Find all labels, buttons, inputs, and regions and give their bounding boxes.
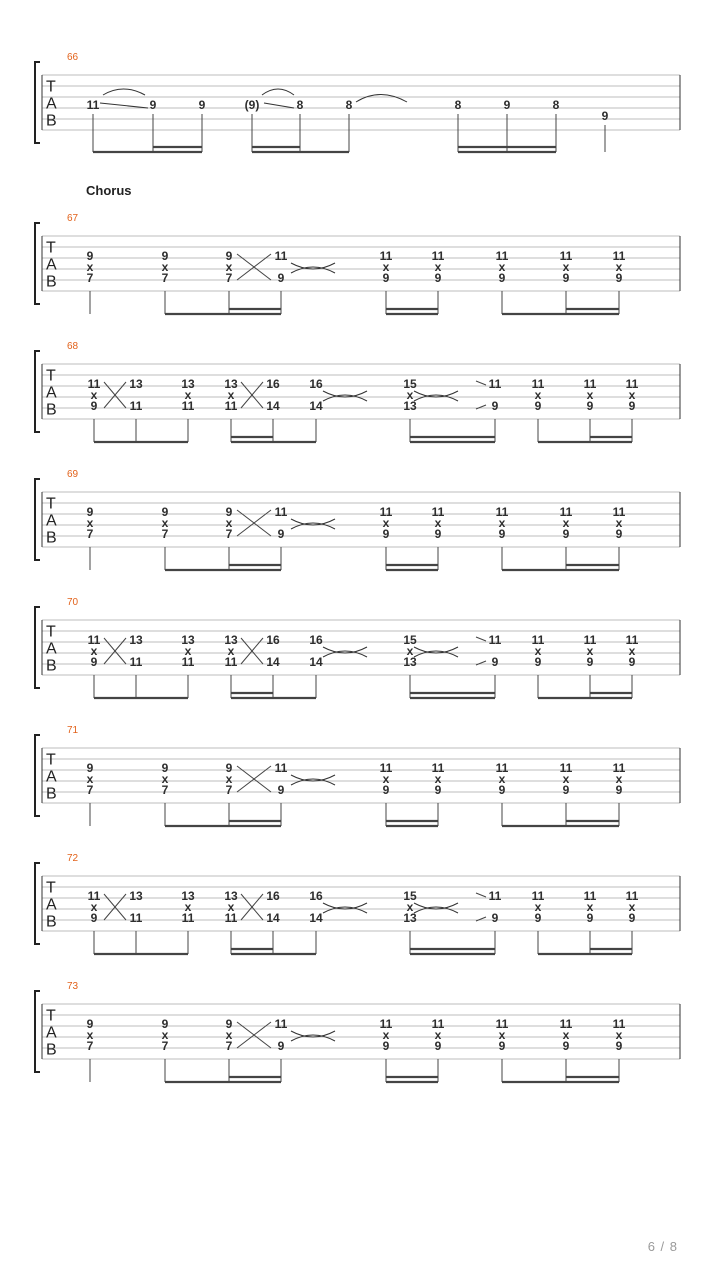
fret-number: 9 xyxy=(434,783,442,797)
tie-arc xyxy=(414,907,458,913)
fret-number: 11 xyxy=(612,249,626,263)
dead-note: x xyxy=(562,1028,570,1042)
fret-number: 13 xyxy=(224,633,238,647)
fret-number: 11 xyxy=(488,633,502,647)
dead-note: x xyxy=(615,516,623,530)
slide-line xyxy=(476,381,486,385)
tab-clef-letter: B xyxy=(46,657,57,675)
system-bracket xyxy=(35,863,40,944)
tie-arc xyxy=(414,395,458,401)
dead-note: x xyxy=(562,516,570,530)
tab-clef-letter: B xyxy=(46,529,57,547)
dead-note: x xyxy=(615,260,623,274)
fret-number: 11 xyxy=(495,249,509,263)
dead-note: x xyxy=(628,900,636,914)
fret-number: 11 xyxy=(431,1017,445,1031)
dead-note: x xyxy=(184,644,192,658)
fret-number: 11 xyxy=(224,655,238,669)
slide-line xyxy=(100,103,148,108)
fret-number: 11 xyxy=(531,889,545,903)
measure-number: 71 xyxy=(67,725,79,736)
fret-number: 9 xyxy=(161,761,169,775)
tie-arc xyxy=(323,391,367,397)
slide-line xyxy=(476,893,486,897)
fret-number: 9 xyxy=(225,505,233,519)
system-bracket xyxy=(35,991,40,1072)
fret-number: 11 xyxy=(86,98,100,112)
fret-number: 11 xyxy=(129,655,143,669)
dead-note: x xyxy=(534,388,542,402)
fret-number: 9 xyxy=(586,655,594,669)
tab-clef-letter: A xyxy=(46,896,57,914)
tab-clef-letter: B xyxy=(46,401,57,419)
dead-note: x xyxy=(562,772,570,786)
dead-note: x xyxy=(382,1028,390,1042)
fret-number: 8 xyxy=(454,98,462,112)
fret-number: 11 xyxy=(379,761,393,775)
fret-number: 16 xyxy=(266,377,280,391)
fret-number: 7 xyxy=(225,271,233,285)
fret-number: 8 xyxy=(552,98,560,112)
dead-note: x xyxy=(406,644,414,658)
fret-number: 9 xyxy=(225,249,233,263)
dead-note: x xyxy=(434,1028,442,1042)
tab-clef-letter: A xyxy=(46,384,57,402)
dead-note: x xyxy=(382,772,390,786)
fret-number: 9 xyxy=(382,271,390,285)
fret-number: 7 xyxy=(86,527,94,541)
dead-note: x xyxy=(498,772,506,786)
tie-arc xyxy=(323,647,367,653)
fret-number: 9 xyxy=(90,655,98,669)
fret-number: 11 xyxy=(583,377,597,391)
fret-number: 9 xyxy=(225,761,233,775)
fret-number: 7 xyxy=(225,527,233,541)
fret-number: 9 xyxy=(562,1039,570,1053)
fret-number: 9 xyxy=(434,1039,442,1053)
tie-arc xyxy=(323,903,367,909)
fret-number: 9 xyxy=(601,109,609,123)
fret-number: 11 xyxy=(612,761,626,775)
dead-note: x xyxy=(498,1028,506,1042)
fret-number: 11 xyxy=(274,249,288,263)
fret-number: 11 xyxy=(625,377,639,391)
tie-arc xyxy=(291,1035,335,1041)
tab-clef-letter: T xyxy=(46,879,56,897)
system-bracket xyxy=(35,735,40,816)
tie-arc xyxy=(291,779,335,785)
fret-number: 9 xyxy=(382,527,390,541)
fret-number: 16 xyxy=(309,377,323,391)
fret-number: 7 xyxy=(225,783,233,797)
fret-number: 13 xyxy=(129,633,143,647)
dead-note: x xyxy=(161,260,169,274)
fret-number: 7 xyxy=(86,271,94,285)
fret-number: 16 xyxy=(309,633,323,647)
dead-note: x xyxy=(615,1028,623,1042)
tab-clef-letter: A xyxy=(46,640,57,658)
fret-number: 14 xyxy=(309,655,323,669)
tie-arc xyxy=(414,647,458,653)
fret-number: 7 xyxy=(225,1039,233,1053)
dead-note: x xyxy=(628,644,636,658)
tab-clef-letter: T xyxy=(46,751,56,769)
fret-number: 9 xyxy=(161,249,169,263)
fret-number: 9 xyxy=(198,98,206,112)
tie-arc xyxy=(323,395,367,401)
fret-number: 9 xyxy=(534,399,542,413)
fret-number: 14 xyxy=(309,399,323,413)
measure-number: 67 xyxy=(67,213,79,224)
fret-number: 11 xyxy=(488,377,502,391)
dead-note: x xyxy=(382,516,390,530)
dead-note: x xyxy=(534,644,542,658)
slide-line xyxy=(476,637,486,641)
fret-number: 14 xyxy=(266,911,280,925)
fret-number: 13 xyxy=(181,889,195,903)
tab-clef-letter: A xyxy=(46,95,57,113)
fret-number: 9 xyxy=(615,1039,623,1053)
fret-number: 9 xyxy=(86,761,94,775)
tab-clef-letter: T xyxy=(46,623,56,641)
fret-number: 9 xyxy=(277,527,285,541)
fret-number: 9 xyxy=(503,98,511,112)
fret-number: 9 xyxy=(86,505,94,519)
fret-number: 7 xyxy=(161,271,169,285)
fret-number: 11 xyxy=(129,399,143,413)
fret-number: 9 xyxy=(562,527,570,541)
fret-number: 8 xyxy=(296,98,304,112)
fret-number: 9 xyxy=(90,399,98,413)
dead-note: x xyxy=(562,260,570,274)
fret-number: 9 xyxy=(86,249,94,263)
fret-number: 9 xyxy=(534,911,542,925)
fret-number: 9 xyxy=(534,655,542,669)
fret-number: 9 xyxy=(498,271,506,285)
fret-number: 9 xyxy=(161,505,169,519)
dead-note: x xyxy=(90,644,98,658)
fret-number: 13 xyxy=(224,377,238,391)
measure-number: 73 xyxy=(67,981,79,992)
dead-note: x xyxy=(86,772,94,786)
fret-number: 11 xyxy=(495,761,509,775)
fret-number: 11 xyxy=(625,633,639,647)
tab-clef-letter: A xyxy=(46,1024,57,1042)
dead-note: x xyxy=(434,260,442,274)
fret-number: 14 xyxy=(266,655,280,669)
slide-line xyxy=(264,103,294,108)
fret-number: 9 xyxy=(90,911,98,925)
fret-number: 13 xyxy=(181,377,195,391)
fret-number: 9 xyxy=(562,783,570,797)
fret-number: 9 xyxy=(491,655,499,669)
fret-number: 11 xyxy=(531,377,545,391)
dead-note: x xyxy=(615,772,623,786)
fret-number: 9 xyxy=(491,911,499,925)
fret-number: 9 xyxy=(628,399,636,413)
measure-number: 70 xyxy=(67,597,79,608)
measure-number: 66 xyxy=(67,52,79,63)
fret-number: 13 xyxy=(403,399,417,413)
fret-number: 11 xyxy=(583,889,597,903)
fret-number: 11 xyxy=(559,1017,573,1031)
system-bracket xyxy=(35,479,40,560)
tab-clef-letter: T xyxy=(46,78,56,96)
tie-arc xyxy=(291,1031,335,1037)
fret-number: 8 xyxy=(345,98,353,112)
fret-number: 11 xyxy=(559,761,573,775)
tie-arc xyxy=(323,651,367,657)
fret-number: 15 xyxy=(403,889,417,903)
fret-number: 9 xyxy=(498,783,506,797)
fret-number: 11 xyxy=(625,889,639,903)
tie-arc xyxy=(414,651,458,657)
tab-clef-letter: A xyxy=(46,512,57,530)
fret-number: 11 xyxy=(583,633,597,647)
dead-note: x xyxy=(225,516,233,530)
measure-number: 72 xyxy=(67,853,79,864)
dead-note: x xyxy=(161,772,169,786)
fret-number: 11 xyxy=(495,505,509,519)
section-label-chorus: Chorus xyxy=(86,183,132,198)
fret-number: 11 xyxy=(274,1017,288,1031)
fret-number: 9 xyxy=(382,1039,390,1053)
fret-number: 7 xyxy=(161,783,169,797)
fret-number: 9 xyxy=(498,527,506,541)
fret-number: 13 xyxy=(129,889,143,903)
tie-arc xyxy=(262,89,294,95)
fret-number: 9 xyxy=(615,271,623,285)
fret-number: 7 xyxy=(86,1039,94,1053)
tab-clef-letter: T xyxy=(46,367,56,385)
fret-number: 11 xyxy=(559,505,573,519)
fret-number: 9 xyxy=(562,271,570,285)
page-number: 6 / 8 xyxy=(647,1239,678,1254)
fret-number: 11 xyxy=(379,1017,393,1031)
dead-note: x xyxy=(86,260,94,274)
fret-number: 16 xyxy=(266,633,280,647)
fret-number: 9 xyxy=(628,655,636,669)
dead-note: x xyxy=(434,516,442,530)
fret-number: 14 xyxy=(266,399,280,413)
fret-number: 11 xyxy=(379,505,393,519)
dead-note: x xyxy=(498,516,506,530)
fret-number: 11 xyxy=(87,377,101,391)
tab-clef-letter: B xyxy=(46,785,57,803)
fret-number: 9 xyxy=(434,527,442,541)
fret-number: 13 xyxy=(403,911,417,925)
fret-number: 16 xyxy=(266,889,280,903)
fret-number: 9 xyxy=(491,399,499,413)
dead-note: x xyxy=(406,900,414,914)
fret-number: 11 xyxy=(612,505,626,519)
tab-clef-letter: T xyxy=(46,1007,56,1025)
dead-note: x xyxy=(227,388,235,402)
tab-clef-letter: B xyxy=(46,112,57,130)
dead-note: x xyxy=(86,1028,94,1042)
fret-number: 11 xyxy=(274,761,288,775)
fret-number: 11 xyxy=(274,505,288,519)
dead-note: x xyxy=(90,900,98,914)
system-bracket xyxy=(35,351,40,432)
fret-number: 9 xyxy=(615,783,623,797)
dead-note: x xyxy=(86,516,94,530)
fret-number: 11 xyxy=(181,655,195,669)
dead-note: x xyxy=(184,388,192,402)
measure-number: 69 xyxy=(67,469,79,480)
tie-arc xyxy=(414,903,458,909)
system-bracket xyxy=(35,607,40,688)
fret-number: 11 xyxy=(431,249,445,263)
fret-number: 11 xyxy=(181,399,195,413)
tie-arc xyxy=(323,907,367,913)
fret-number: 7 xyxy=(161,1039,169,1053)
dead-note: x xyxy=(227,644,235,658)
fret-number: 9 xyxy=(498,1039,506,1053)
fret-number: 9 xyxy=(161,1017,169,1031)
tab-clef-letter: T xyxy=(46,239,56,257)
tie-arc xyxy=(291,519,335,525)
fret-number: (9) xyxy=(244,98,260,112)
fret-number: 13 xyxy=(224,889,238,903)
fret-number: 11 xyxy=(431,761,445,775)
tie-arc xyxy=(291,523,335,529)
dead-note: x xyxy=(225,772,233,786)
fret-number: 15 xyxy=(403,377,417,391)
fret-number: 9 xyxy=(615,527,623,541)
dead-note: x xyxy=(225,1028,233,1042)
tie-arc xyxy=(414,391,458,397)
dead-note: x xyxy=(161,516,169,530)
fret-number: 9 xyxy=(434,271,442,285)
dead-note: x xyxy=(406,388,414,402)
fret-number: 11 xyxy=(224,911,238,925)
fret-number: 7 xyxy=(161,527,169,541)
fret-number: 13 xyxy=(403,655,417,669)
fret-number: 11 xyxy=(87,633,101,647)
fret-number: 9 xyxy=(225,1017,233,1031)
fret-number: 9 xyxy=(149,98,157,112)
tab-clef-letter: B xyxy=(46,1041,57,1059)
fret-number: 15 xyxy=(403,633,417,647)
tie-arc xyxy=(356,95,407,103)
dead-note: x xyxy=(586,388,594,402)
fret-number: 9 xyxy=(277,271,285,285)
fret-number: 9 xyxy=(277,1039,285,1053)
fret-number: 11 xyxy=(224,399,238,413)
fret-number: 11 xyxy=(559,249,573,263)
fret-number: 11 xyxy=(531,633,545,647)
fret-number: 11 xyxy=(87,889,101,903)
tab-clef-letter: A xyxy=(46,256,57,274)
fret-number: 11 xyxy=(612,1017,626,1031)
dead-note: x xyxy=(586,644,594,658)
dead-note: x xyxy=(586,900,594,914)
fret-number: 9 xyxy=(86,1017,94,1031)
tie-arc xyxy=(291,267,335,273)
tab-clef-letter: B xyxy=(46,913,57,931)
fret-number: 9 xyxy=(586,911,594,925)
system-bracket xyxy=(35,223,40,304)
tab-clef-letter: T xyxy=(46,495,56,513)
fret-number: 11 xyxy=(181,911,195,925)
fret-number: 11 xyxy=(495,1017,509,1031)
dead-note: x xyxy=(161,1028,169,1042)
fret-number: 9 xyxy=(382,783,390,797)
tab-clef-letter: A xyxy=(46,768,57,786)
dead-note: x xyxy=(628,388,636,402)
tie-arc xyxy=(103,89,145,95)
dead-note: x xyxy=(382,260,390,274)
fret-number: 13 xyxy=(129,377,143,391)
dead-note: x xyxy=(434,772,442,786)
dead-note: x xyxy=(184,900,192,914)
fret-number: 9 xyxy=(628,911,636,925)
tab-clef-letter: B xyxy=(46,273,57,291)
tie-arc xyxy=(291,775,335,781)
dead-note: x xyxy=(225,260,233,274)
system-bracket xyxy=(35,62,40,143)
tie-arc xyxy=(291,263,335,269)
fret-number: 13 xyxy=(181,633,195,647)
fret-number: 7 xyxy=(86,783,94,797)
fret-number: 11 xyxy=(488,889,502,903)
dead-note: x xyxy=(227,900,235,914)
dead-note: x xyxy=(90,388,98,402)
fret-number: 11 xyxy=(129,911,143,925)
fret-number: 9 xyxy=(277,783,285,797)
fret-number: 14 xyxy=(309,911,323,925)
dead-note: x xyxy=(498,260,506,274)
fret-number: 11 xyxy=(431,505,445,519)
fret-number: 11 xyxy=(379,249,393,263)
measure-number: 68 xyxy=(67,341,79,352)
fret-number: 9 xyxy=(586,399,594,413)
dead-note: x xyxy=(534,900,542,914)
fret-number: 16 xyxy=(309,889,323,903)
